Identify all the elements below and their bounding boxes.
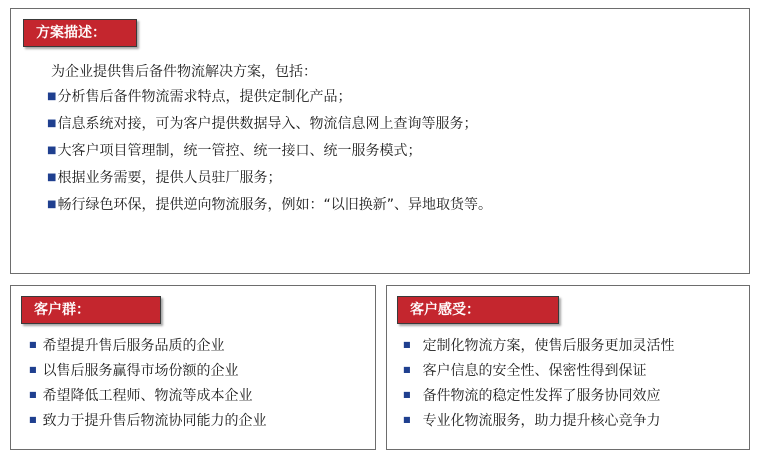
- bullet-icon: ■: [29, 415, 37, 424]
- bullet-icon: ■: [403, 415, 411, 424]
- solution-panel: [10, 8, 750, 274]
- bullet-icon: ■: [403, 365, 411, 374]
- list-item: ■分析售后备件物流需求特点，提供定制化产品；: [47, 89, 352, 105]
- square-bullet-icon: ■: [47, 118, 57, 129]
- solution-intro: 为企业提供售后备件物流解决方案，包括：: [51, 64, 317, 80]
- bullet-icon: ■: [29, 340, 37, 349]
- list-item: ■ 希望提升售后服务品质的企业: [29, 338, 225, 354]
- list-item: ■信息系统对接，可为客户提供数据导入、物流信息网上查询等服务；: [47, 116, 478, 132]
- bullet-icon: ■: [403, 390, 411, 399]
- feelings-panel: [386, 285, 750, 450]
- list-item: ■ 致力于提升售后物流协同能力的企业: [29, 413, 267, 429]
- customers-title: 客户群：: [21, 296, 161, 324]
- square-bullet-icon: ■: [47, 172, 57, 183]
- feelings-title: 客户感受：: [397, 296, 559, 324]
- list-item: ■ 专业化物流服务，助力提升核心竞争力: [403, 413, 661, 429]
- square-bullet-icon: ■: [47, 199, 57, 210]
- list-item: ■ 以售后服务赢得市场份额的企业: [29, 363, 239, 379]
- list-item: ■大客户项目管理制，统一管控、统一接口、统一服务模式；: [47, 143, 422, 159]
- bullet-icon: ■: [29, 390, 37, 399]
- square-bullet-icon: ■: [47, 91, 57, 102]
- list-item: ■ 备件物流的稳定性发挥了服务协同效应: [403, 388, 661, 404]
- bullet-icon: ■: [403, 340, 411, 349]
- list-item: ■ 客户信息的安全性、保密性得到保证: [403, 363, 647, 379]
- list-item: ■ 定制化物流方案，使售后服务更加灵活性: [403, 338, 675, 354]
- square-bullet-icon: ■: [47, 145, 57, 156]
- solution-title: 方案描述：: [23, 19, 137, 47]
- bullet-icon: ■: [29, 365, 37, 374]
- list-item: ■根据业务需要，提供人员驻厂服务；: [47, 170, 282, 186]
- list-item: ■ 希望降低工程师、物流等成本企业: [29, 388, 253, 404]
- list-item: ■畅行绿色环保，提供逆向物流服务，例如：“以旧换新”、异地取货等。: [47, 197, 492, 213]
- customers-panel: [10, 285, 376, 450]
